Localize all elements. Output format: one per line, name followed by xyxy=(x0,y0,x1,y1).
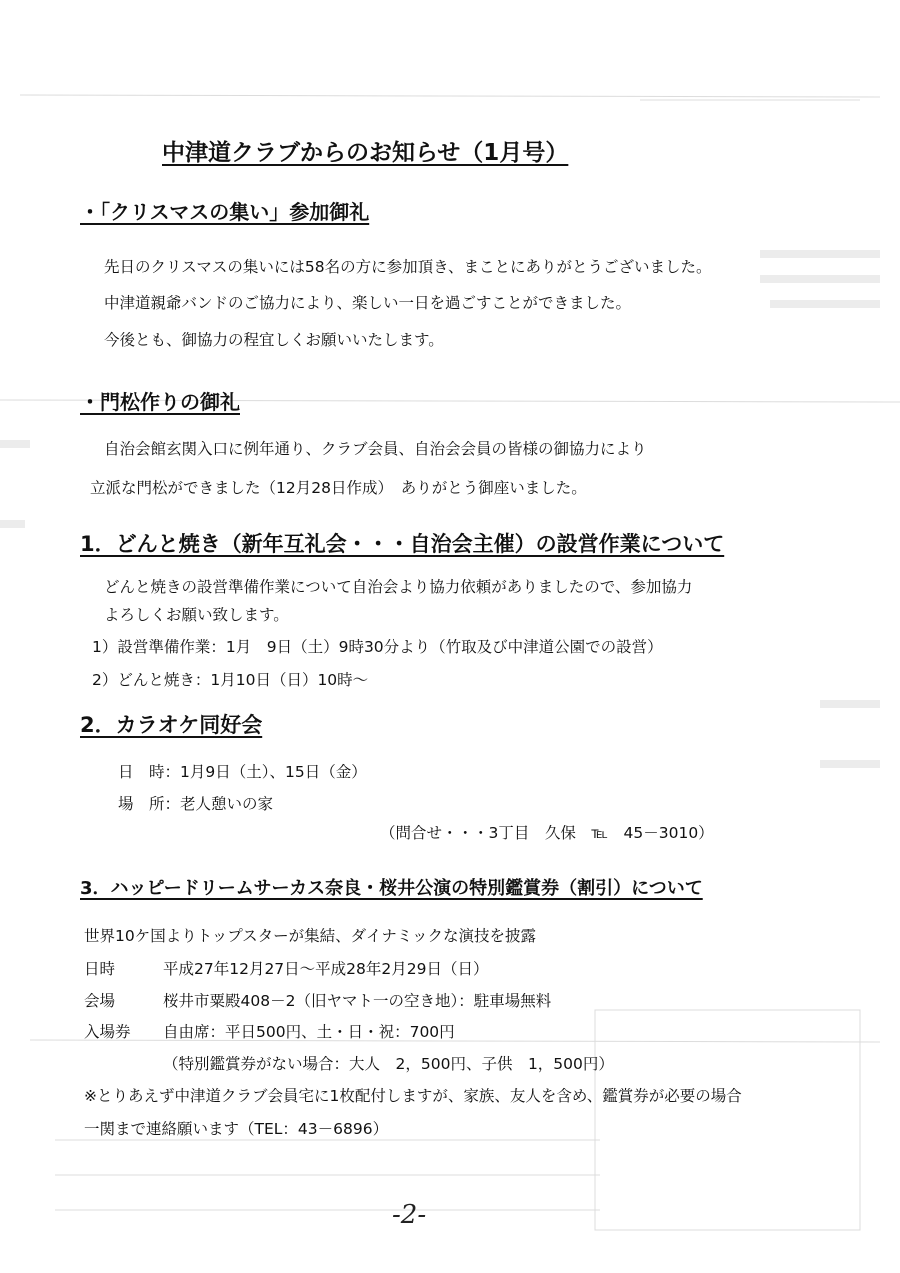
karaoke-contact: （問合せ・・・3丁目 久保 ℡ 45－3010） xyxy=(380,824,714,842)
christmas-line: 中津道親爺バンドのご協力により、楽しい一日を過ごすことができました。 xyxy=(104,294,632,312)
circus-intro: 世界10ケ国よりトップスターが集結、ダイナミックな演技を披露 xyxy=(84,927,537,945)
karaoke-heading: 2．カラオケ同好会 xyxy=(80,713,263,737)
circus-notice-line: ※とりあえず中津道クラブ会員宅に1枚配付しますが、家族、友人を含め、鑑賞券が必要の場合 xyxy=(84,1087,742,1105)
christmas-line: 今後とも、御協力の程宜しくお願いいたします。 xyxy=(104,331,444,349)
circus-row-value: 平成27年12月27日～平成28年2月29日（日） xyxy=(163,960,489,978)
circus-row-label: 日時 xyxy=(84,960,116,978)
page-title: 中津道クラブからのお知らせ（1月号） xyxy=(162,140,569,166)
circus-row-label: 入場券 xyxy=(84,1023,131,1041)
kadomatsu-heading: ・門松作りの御礼 xyxy=(80,390,240,414)
circus-ticket-note: （特別鑑賞券がない場合：大人 2，500円、子供 1，500円） xyxy=(163,1055,614,1073)
kadomatsu-line: 立派な門松ができました（12月28日作成） ありがとう御座いました。 xyxy=(90,479,587,497)
kadomatsu-line: 自治会館玄関入口に例年通り、クラブ会員、自治会会員の皆様の御協力により xyxy=(104,440,647,458)
karaoke-place: 場 所：老人憩いの家 xyxy=(118,795,274,813)
karaoke-date: 日 時：1月9日（土）、15日（金） xyxy=(118,763,367,781)
page-number: -2- xyxy=(392,1200,427,1230)
dondo-line: よろしくお願い致します。 xyxy=(104,606,289,624)
circus-heading: 3．ハッピードリームサーカス奈良・桜井公演の特別鑑賞券（割引）について xyxy=(80,878,703,899)
dondo-line: 1）設営準備作業：1月 9日（土）9時30分より（竹取及び中津道公園での設営） xyxy=(92,638,663,656)
circus-row-value: 自由席：平日500円、土・日・祝：700円 xyxy=(163,1023,455,1041)
circus-row-label: 会場 xyxy=(84,992,116,1010)
dondo-line: 2）どんと焼き：1月10日（日）10時～ xyxy=(92,671,369,689)
circus-notice-line: 一関まで連絡願います（TEL：43－6896） xyxy=(84,1120,389,1138)
christmas-heading: ・「クリスマスの集い」参加御礼 xyxy=(80,200,370,224)
christmas-line: 先日のクリスマスの集いには58名の方に参加頂き、まことにありがとうございました。 xyxy=(104,258,712,276)
dondo-line: どんと焼きの設営準備作業について自治会より協力依頼がありましたので、参加協力 xyxy=(104,578,693,596)
circus-row-value: 桜井市粟殿408－2（旧ヤマト一の空き地）：駐車場無料 xyxy=(163,992,552,1010)
dondo-heading: 1．どんと焼き（新年互礼会・・・自治会主催）の設営作業について xyxy=(80,532,725,556)
